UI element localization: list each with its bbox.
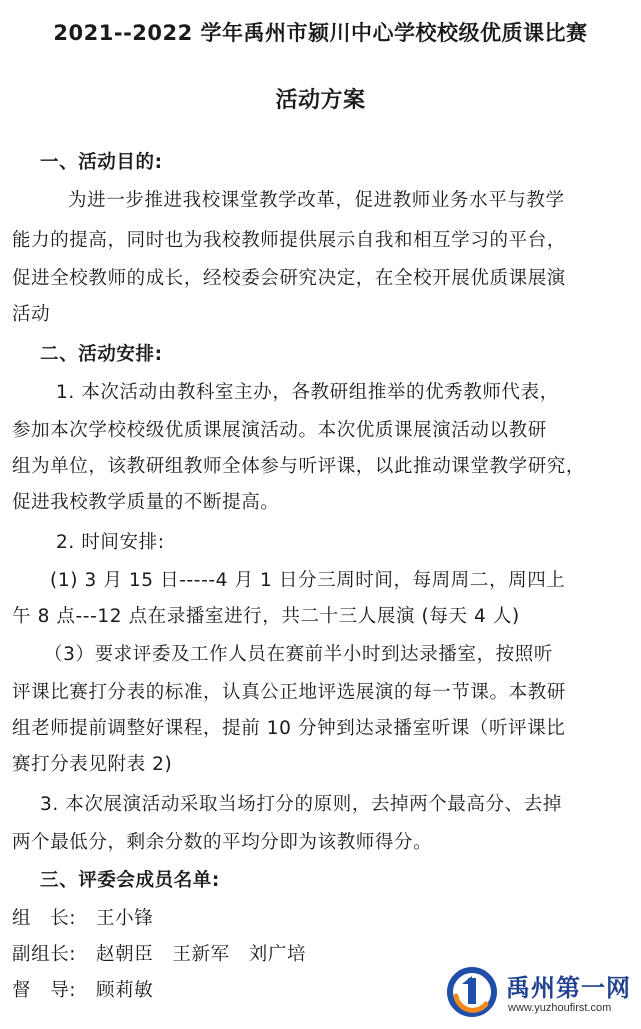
section2-line: 组老师提前调整好课程，提前 10 分钟到达录播室听课（听评课比 (12, 718, 566, 739)
section2-heading: 二、活动安排: (40, 344, 163, 365)
section2-line: 午 8 点---12 点在录播室进行，共二十三人展演 (每天 4 人) (12, 606, 520, 627)
section2-line: 促进我校教学质量的不断提高。 (12, 492, 280, 513)
watermark-logo (446, 964, 636, 1024)
watermark-url: www.yuzhoufirst.com (508, 1002, 612, 1014)
section1-line: 能力的提高，同时也为我校教师提供展示自我和相互学习的平台， (12, 230, 566, 251)
section2-line: 2. 时间安排: (56, 532, 165, 553)
section2-line: 评课比赛打分表的标准，认真公正地评选展演的每一节课。本教研 (12, 682, 566, 703)
section2-line: (1) 3 月 15 日-----4 月 1 日分三周时间，每周周二，周四上 (50, 570, 566, 591)
section2-line: 赛打分表见附表 2) (12, 754, 173, 775)
logo-mark-icon (446, 966, 498, 1018)
watermark-name: 禹州第一网 (506, 974, 631, 1002)
section3-heading: 三、评委会成员名单: (40, 870, 220, 891)
member-names: 王小锋 (96, 908, 154, 929)
member-names: 顾莉敏 (96, 980, 154, 1001)
section2-line: 参加本次学校校级优质课展演活动。本次优质课展演活动以教研 (12, 420, 547, 441)
section1-heading: 一、活动目的: (40, 152, 163, 173)
section2-line: 1. 本次活动由教科室主办，各教研组推举的优秀教师代表， (56, 382, 559, 403)
section2-line: （3）要求评委及工作人员在赛前半小时到达录播室，按照听 (44, 644, 553, 665)
member-role: 副组长: (12, 944, 77, 965)
section2-line: 两个最低分，剩余分数的平均分即为该教师得分。 (12, 832, 433, 853)
section2-line: 组为单位，该教研组教师全体参与听评课，以此推动课堂教学研究， (12, 456, 586, 477)
member-names: 赵朝臣 王新军 刘广培 (96, 944, 307, 965)
section1-line: 为进一步推进我校课堂教学改革，促进教师业务水平与教学 (68, 190, 565, 211)
document-subtitle: 活动方案 (275, 88, 366, 113)
section1-line: 活动 (12, 304, 51, 325)
document-title: 2021--2022 学年禹州市颍川中心学校校级优质课比赛 (53, 21, 588, 45)
section2-line: 3. 本次展演活动采取当场打分的原则，去掉两个最高分、去掉 (40, 794, 562, 815)
member-role: 组 长: (12, 908, 77, 929)
member-role: 督 导: (12, 980, 77, 1001)
section1-line: 促进全校教师的成长，经校委会研究决定，在全校开展优质课展演 (12, 268, 566, 289)
